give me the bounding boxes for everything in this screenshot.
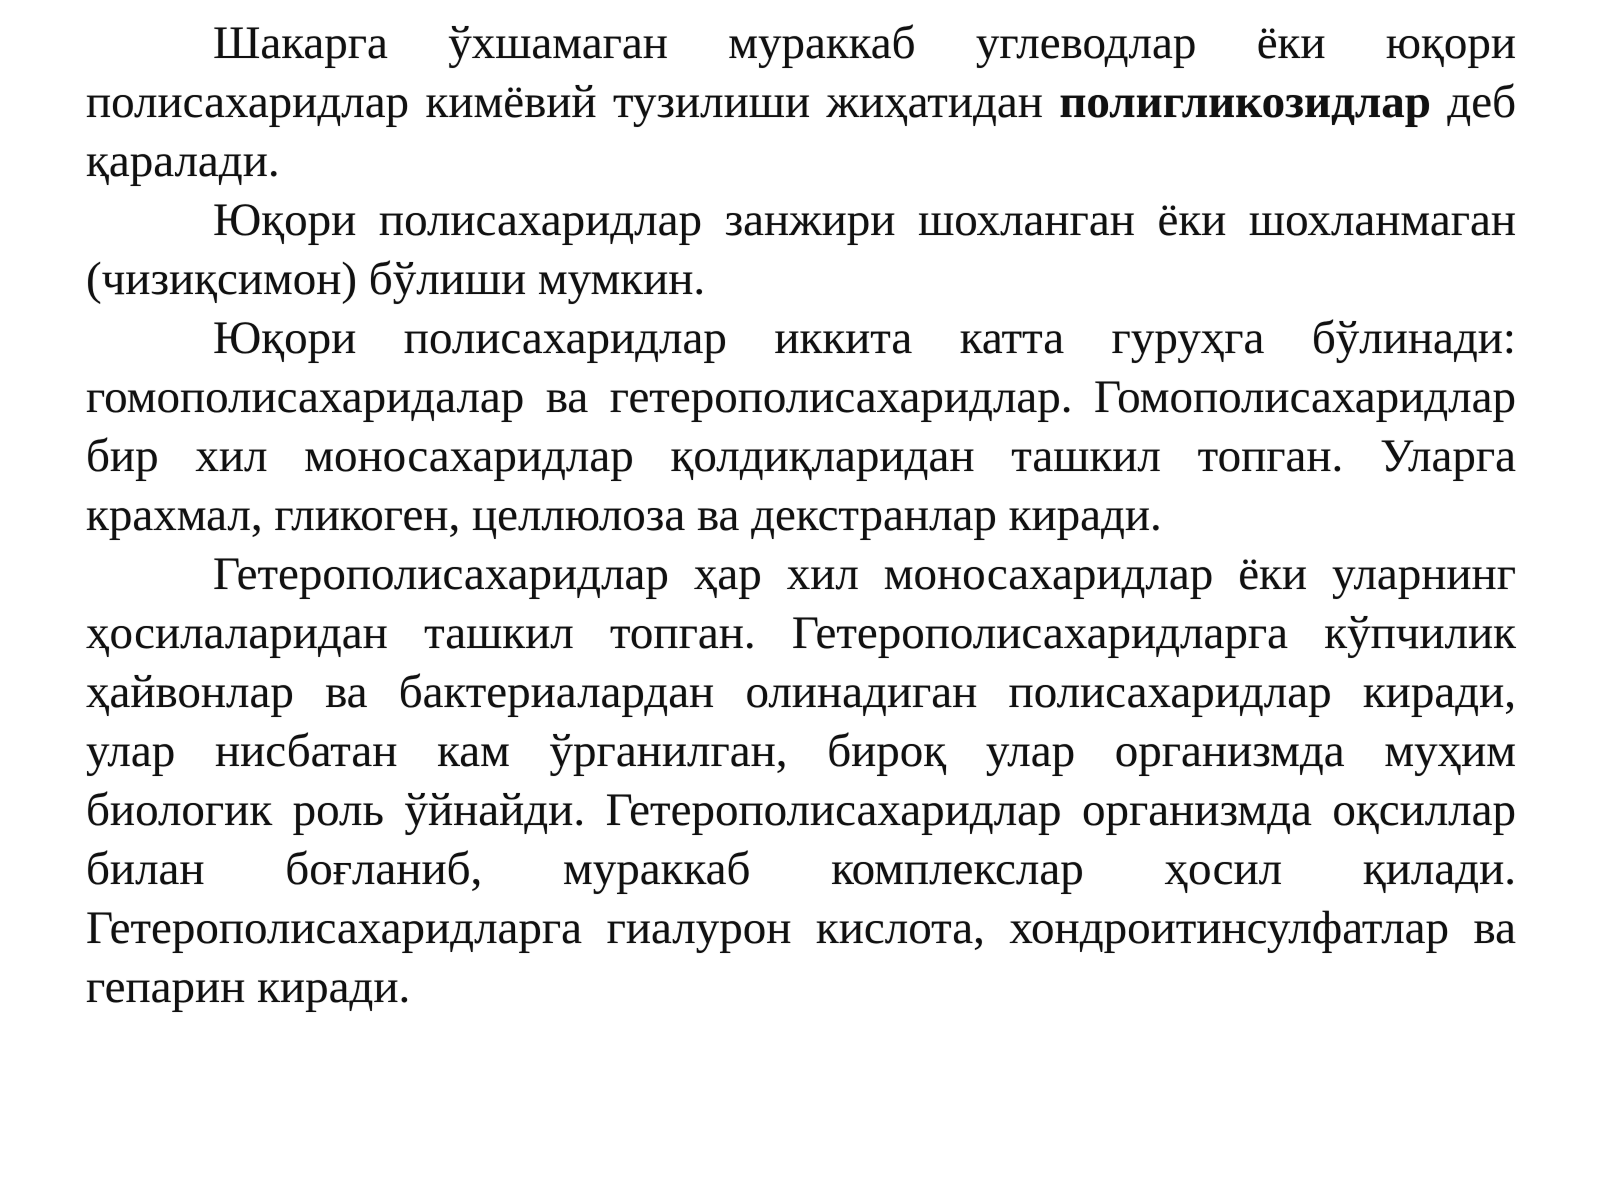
paragraph-1-text-end: деб қаралади.: [86, 76, 1516, 187]
paragraph-2: Юқори полисахаридлар занжири шохланган ёки шохланмаган (чизиқсимон) бўлиши мумкин.: [86, 194, 1516, 305]
paragraph-1: [86, 14, 1516, 191]
bold-term-polyglycosides: полигликозидлар: [1059, 76, 1431, 128]
paragraph-4: Гетерополисахаридлар ҳар хил моносахаридлар ёки уларнинг ҳосилаларидан ташкил топган. Гетерополисахаридларга кўпчилик ҳайвонлар ва бактериалардан олинадиган полисахаридлар киради, улар нисбатан кам ўрганилган, бироқ улар организмда муҳим биологик роль ўйнайди. Гетерополисахаридлар организмда оқсиллар билан боғланиб, мураккаб комплекслар ҳосил қилади. Гетерополисахаридларга гиалурон кислота, хондроитинсулфатлар ва гепарин киради.: [86, 548, 1516, 1013]
paragraph-1-text-start: Шакарга ўхшамаган мураккаб углеводлар ёки юқори полисахаридлар кимёвий тузилиши жиҳатидан: [86, 17, 1516, 128]
paragraph-3: Юқори полисахаридлар иккита катта гуруҳга бўлинади: гомополисахаридалар ва гетерополисахаридлар. Гомополисахаридлар бир хил моносахаридлар қолдиқларидан ташкил топган. Уларга крахмал, гликоген, целлюлоза ва декстранлар киради.: [86, 312, 1516, 541]
document-body: [86, 14, 1516, 1017]
